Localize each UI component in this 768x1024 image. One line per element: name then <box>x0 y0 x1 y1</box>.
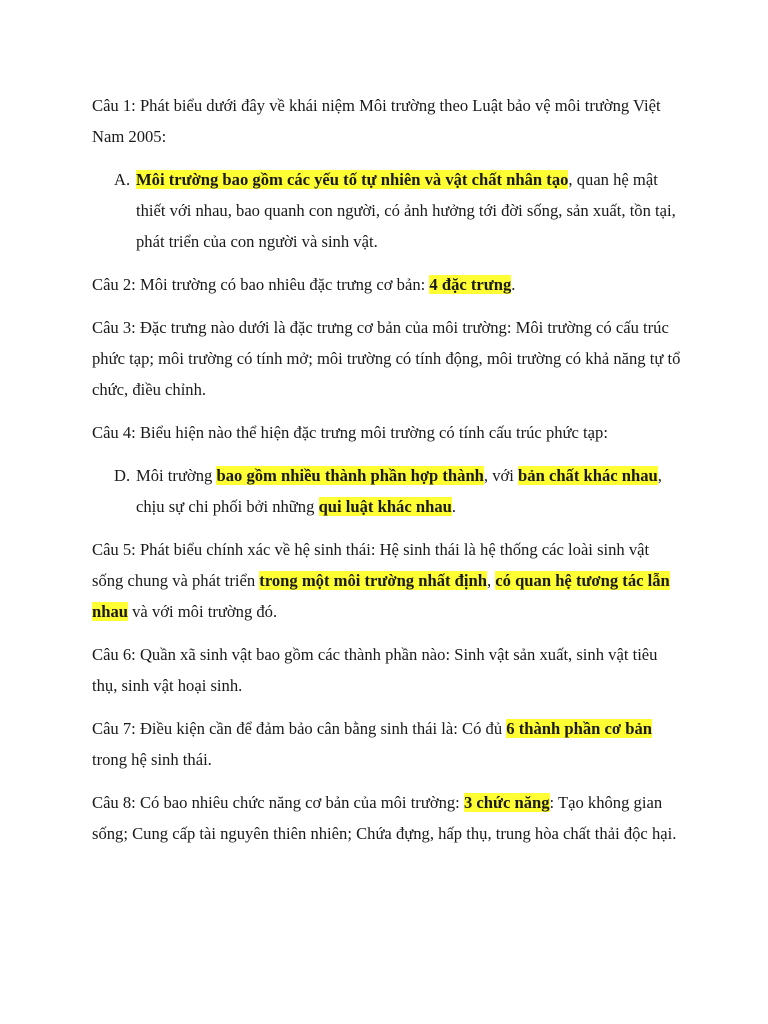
question-2 <box>92 269 682 300</box>
answer-4 <box>92 460 682 522</box>
question-label: Câu 7: <box>92 719 136 738</box>
question-7 <box>92 713 682 775</box>
question-label: Câu 3: <box>92 318 136 337</box>
text-run: : Tạo không gian sống; Cung cấp tài nguyên thiên nhiên; Chứa đựng, hấp thụ, trung hòa chất thải độc hại. <box>92 793 677 843</box>
text-run: . <box>511 275 516 294</box>
question-label: Câu 2: <box>92 275 136 294</box>
question-8 <box>92 787 682 849</box>
highlighted-text: có quan hệ tương tác lẫn nhau <box>92 571 670 621</box>
text-run: . <box>451 497 456 516</box>
highlighted-text: trong một môi trường nhất định <box>259 571 487 590</box>
question-label: Câu 1: <box>92 96 136 115</box>
question-list <box>92 90 682 861</box>
question-5 <box>92 534 682 627</box>
text-run: Điều kiện cần để đảm bảo cân bằng sinh thái là: Có đủ <box>135 719 507 738</box>
question-6 <box>92 639 682 701</box>
question-text: Phát biểu dưới đây về khái niệm Môi trường theo Luật bảo vệ môi trường Việt Nam 2005: <box>92 96 661 146</box>
highlighted-text: 3 chức năng <box>463 793 550 812</box>
text-run: Có bao nhiêu chức năng cơ bản của môi trường: <box>135 793 464 812</box>
highlighted-text: qui luật khác nhau <box>318 497 452 516</box>
question-text: Biểu hiện nào thể hiện đặc trưng môi trường có tính cấu trúc phức tạp: <box>135 423 608 442</box>
question-1 <box>92 90 682 152</box>
text-run: , quan hệ mật thiết với nhau, bao quanh con người, có ảnh hưởng tới đời sống, sản xuất, tồn tại, phát triển của con người và sinh vật. <box>136 170 676 251</box>
highlighted-text: Môi trường bao gồm các yếu tố tự nhiên và vật chất nhân tạo <box>136 170 569 189</box>
highlighted-text: 6 thành phần cơ bản <box>506 719 652 738</box>
highlighted-text: bao gồm nhiều thành phần hợp thành <box>216 466 484 485</box>
text-run: Quần xã sinh vật bao gồm các thành phần nào: Sinh vật sản xuất, sinh vật tiêu thụ, sinh vật hoại sinh. <box>92 645 658 695</box>
highlighted-text: bản chất khác nhau <box>518 466 658 485</box>
text-run: , chịu sự chi phối bởi những <box>136 466 662 516</box>
text-run: Môi trường có bao nhiêu đặc trưng cơ bản: <box>135 275 430 294</box>
text-run: Môi trường <box>136 466 217 485</box>
text-run: , <box>486 571 496 590</box>
highlighted-text: 4 đặc trưng <box>429 275 512 294</box>
text-run: và với môi trường đó. <box>127 602 278 621</box>
text-run: , với <box>483 466 519 485</box>
question-3 <box>92 312 682 405</box>
text-run: trong hệ sinh thái. <box>92 750 212 769</box>
question-label: Câu 6: <box>92 645 136 664</box>
question-label: Câu 4: <box>92 423 136 442</box>
text-run: Đặc trưng nào dưới là đặc trưng cơ bản của môi trường: Môi trường có cấu trúc phức tạp; môi trường có tính mở; môi trường có tính động, môi trường có khả năng tự tổ chức, điều chỉnh. <box>92 318 681 399</box>
question-label: Câu 5: <box>92 540 136 559</box>
answer-marker: A. <box>114 170 131 189</box>
question-label: Câu 8: <box>92 793 136 812</box>
answer-marker: D. <box>114 466 131 485</box>
answer-1 <box>92 164 682 257</box>
question-4 <box>92 417 682 448</box>
text-run: Phát biểu chính xác về hệ sinh thái: Hệ sinh thái là hệ thống các loài sinh vật sống chung và phát triển <box>92 540 650 590</box>
